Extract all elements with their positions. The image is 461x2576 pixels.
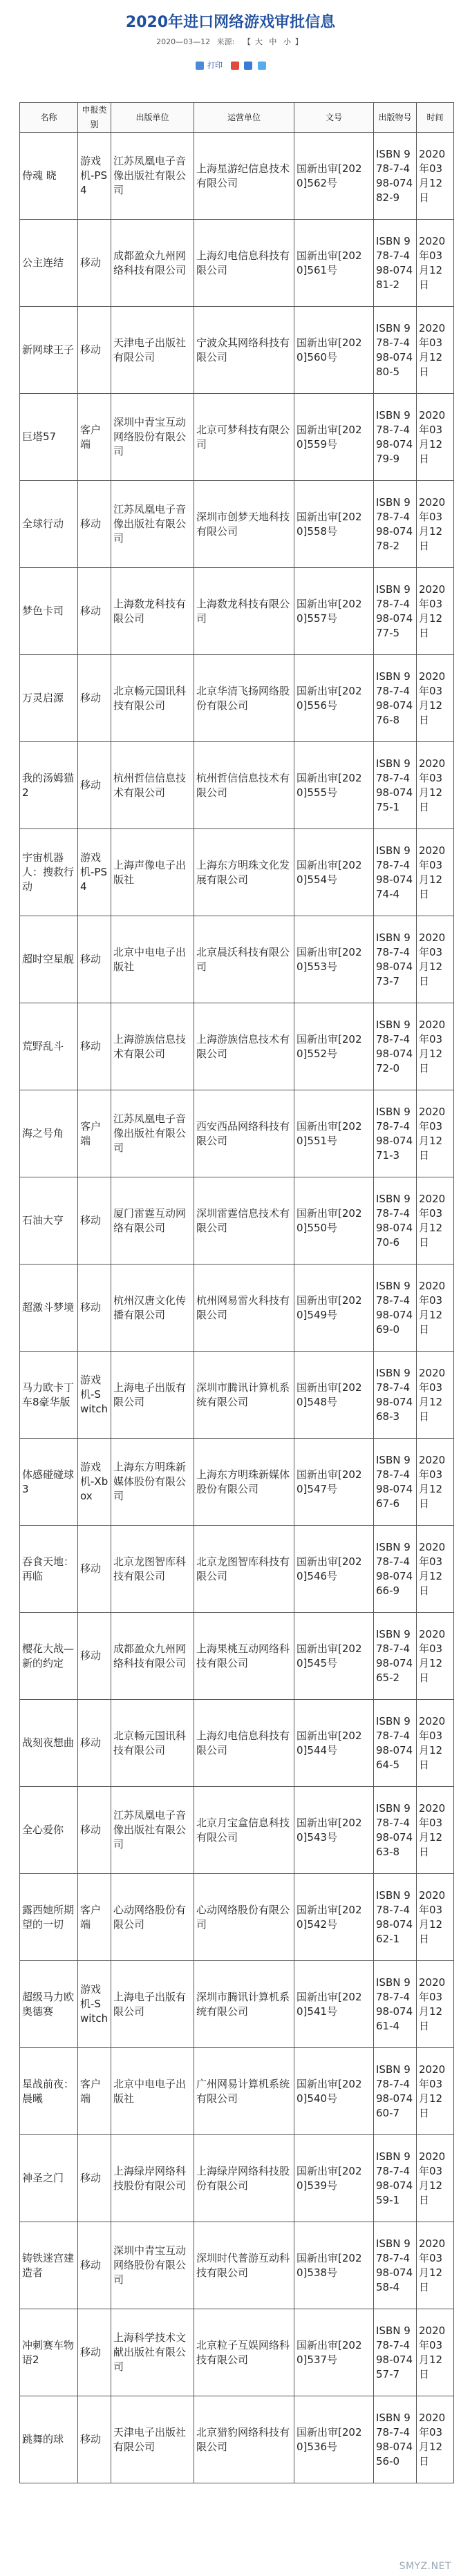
cell-publisher: 江苏凤凰电子音像出版社有限公司 — [111, 1090, 194, 1177]
cell-operator: 杭州哲信信息技术有限公司 — [194, 742, 294, 829]
cell-approval-number: 国新出审[2020]557号 — [294, 568, 374, 655]
cell-operator: 北京粒子互娱网络科技有限公司 — [194, 2309, 294, 2396]
cell-category: 移动 — [78, 655, 111, 742]
cell-isbn: ISBN 978-7-498-07477-5 — [374, 568, 417, 655]
table-row — [20, 133, 454, 220]
source-label: 来源: — [216, 37, 235, 46]
table-row — [20, 1700, 454, 1787]
font-size-bracket-open: 【 — [243, 37, 251, 46]
cell-isbn: ISBN 978-7-498-07474-4 — [374, 829, 417, 916]
cell-category: 移动 — [78, 2135, 111, 2222]
cell-isbn: ISBN 978-7-498-07466-9 — [374, 1526, 417, 1613]
cell-operator: 北京龙图智库科技有限公司 — [194, 1526, 294, 1613]
cell-operator: 上海东方明珠新媒体股份有限公司 — [194, 1439, 294, 1526]
cell-approval-number: 国新出审[2020]561号 — [294, 220, 374, 307]
cell-time: 2020年03月12日 — [417, 829, 454, 916]
cell-name: 星战前夜：晨曦 — [20, 2048, 78, 2135]
cell-isbn: ISBN 978-7-498-07465-2 — [374, 1613, 417, 1700]
cell-time: 2020年03月12日 — [417, 220, 454, 307]
cell-isbn: ISBN 978-7-498-07459-1 — [374, 2135, 417, 2222]
cell-publisher: 上海游族信息技术有限公司 — [111, 1003, 194, 1090]
cell-publisher: 厦门雷霆互动网络有限公司 — [111, 1177, 194, 1265]
cell-approval-number: 国新出审[2020]553号 — [294, 916, 374, 1003]
cell-publisher: 杭州汉唐文化传播有限公司 — [111, 1265, 194, 1352]
cell-name: 全球行动 — [20, 481, 78, 568]
cell-name: 海之号角 — [20, 1090, 78, 1177]
cell-operator: 上海星游纪信息技术有限公司 — [194, 133, 294, 220]
cell-approval-number: 国新出审[2020]539号 — [294, 2135, 374, 2222]
cell-isbn: ISBN 978-7-498-07461-4 — [374, 1961, 417, 2048]
table-row — [20, 1961, 454, 2048]
cell-time: 2020年03月12日 — [417, 307, 454, 394]
cell-approval-number: 国新出审[2020]547号 — [294, 1439, 374, 1526]
cell-approval-number: 国新出审[2020]538号 — [294, 2222, 374, 2309]
table-row — [20, 1526, 454, 1613]
table-row — [20, 2396, 454, 2483]
cell-isbn: ISBN 978-7-498-07467-6 — [374, 1439, 417, 1526]
cell-name: 体感碰碰球3 — [20, 1439, 78, 1526]
cell-publisher: 成都盈众九州网络科技有限公司 — [111, 220, 194, 307]
cell-time: 2020年03月12日 — [417, 1352, 454, 1439]
header-isbn: 出版物号 — [374, 103, 417, 133]
cell-operator: 北京猎豹网络科技有限公司 — [194, 2396, 294, 2483]
cell-operator: 心动网络股份有限公司 — [194, 1874, 294, 1961]
table-row — [20, 1003, 454, 1090]
cell-approval-number: 国新出审[2020]551号 — [294, 1090, 374, 1177]
cell-publisher: 心动网络股份有限公司 — [111, 1874, 194, 1961]
share-weibo-icon[interactable] — [231, 61, 239, 70]
cell-publisher: 江苏凤凰电子音像出版社有限公司 — [111, 481, 194, 568]
cell-approval-number: 国新出审[2020]540号 — [294, 2048, 374, 2135]
cell-time: 2020年03月12日 — [417, 1787, 454, 1874]
table-row — [20, 568, 454, 655]
cell-publisher: 上海电子出版有限公司 — [111, 1352, 194, 1439]
header-time: 时间 — [417, 103, 454, 133]
table-row — [20, 220, 454, 307]
cell-time: 2020年03月12日 — [417, 1177, 454, 1265]
cell-publisher: 北京中电电子出版社 — [111, 916, 194, 1003]
cell-publisher: 北京畅元国讯科技有限公司 — [111, 1700, 194, 1787]
cell-category: 移动 — [78, 2396, 111, 2483]
cell-category: 移动 — [78, 1177, 111, 1265]
print-icon[interactable] — [196, 61, 204, 70]
cell-operator: 广州网易计算机系统有限公司 — [194, 2048, 294, 2135]
cell-approval-number: 国新出审[2020]550号 — [294, 1177, 374, 1265]
cell-isbn: ISBN 978-7-498-07478-2 — [374, 481, 417, 568]
cell-category: 移动 — [78, 568, 111, 655]
cell-time: 2020年03月12日 — [417, 133, 454, 220]
cell-category: 移动 — [78, 2222, 111, 2309]
cell-category: 移动 — [78, 1787, 111, 1874]
cell-category: 客户端 — [78, 1874, 111, 1961]
table-row — [20, 1090, 454, 1177]
cell-isbn: ISBN 978-7-498-07469-0 — [374, 1265, 417, 1352]
cell-operator: 深圳市腾讯计算机系统有限公司 — [194, 1961, 294, 2048]
cell-operator: 杭州网易雷火科技有限公司 — [194, 1265, 294, 1352]
cell-approval-number: 国新出审[2020]549号 — [294, 1265, 374, 1352]
cell-time: 2020年03月12日 — [417, 2309, 454, 2396]
cell-time: 2020年03月12日 — [417, 394, 454, 481]
table-row — [20, 2222, 454, 2309]
table-row — [20, 1352, 454, 1439]
cell-time: 2020年03月12日 — [417, 1874, 454, 1961]
cell-isbn: ISBN 978-7-498-07480-5 — [374, 307, 417, 394]
cell-approval-number: 国新出审[2020]558号 — [294, 481, 374, 568]
cell-isbn: ISBN 978-7-498-07468-3 — [374, 1352, 417, 1439]
article-toolbar — [0, 55, 461, 76]
cell-category: 移动 — [78, 2309, 111, 2396]
cell-publisher: 杭州哲信信息技术有限公司 — [111, 742, 194, 829]
cell-name: 战刻夜想曲 — [20, 1700, 78, 1787]
table-row — [20, 1874, 454, 1961]
table-row — [20, 2135, 454, 2222]
cell-category: 移动 — [78, 1613, 111, 1700]
page-title: 2020年进口网络游戏审批信息 — [125, 14, 336, 31]
cell-isbn: ISBN 978-7-498-07456-0 — [374, 2396, 417, 2483]
cell-approval-number: 国新出审[2020]562号 — [294, 133, 374, 220]
font-size-large-link[interactable]: 大 — [254, 37, 263, 46]
cell-category: 游戏机-PS4 — [78, 133, 111, 220]
cell-publisher: 北京畅元国讯科技有限公司 — [111, 655, 194, 742]
cell-name: 马力欧卡丁车8豪华版 — [20, 1352, 78, 1439]
cell-category: 移动 — [78, 1526, 111, 1613]
cell-approval-number: 国新出审[2020]542号 — [294, 1874, 374, 1961]
cell-name: 荒野乱斗 — [20, 1003, 78, 1090]
cell-operator: 北京华清飞扬网络股份有限公司 — [194, 655, 294, 742]
publish-date: 2020—03—12 — [156, 37, 211, 46]
table-row — [20, 829, 454, 916]
cell-name: 万灵启源 — [20, 655, 78, 742]
cell-category: 移动 — [78, 1700, 111, 1787]
cell-time: 2020年03月12日 — [417, 1439, 454, 1526]
cell-approval-number: 国新出审[2020]560号 — [294, 307, 374, 394]
font-size-medium-link[interactable]: 中 — [269, 37, 277, 46]
header-approval-number: 文号 — [294, 103, 374, 133]
cell-name: 梦色卡司 — [20, 568, 78, 655]
cell-approval-number: 国新出审[2020]537号 — [294, 2309, 374, 2396]
cell-name: 樱花大战—新的约定 — [20, 1613, 78, 1700]
cell-publisher: 江苏凤凰电子音像出版社有限公司 — [111, 133, 194, 220]
table-row — [20, 394, 454, 481]
cell-approval-number: 国新出审[2020]545号 — [294, 1613, 374, 1700]
share-qzone-icon[interactable] — [244, 61, 252, 70]
cell-category: 移动 — [78, 220, 111, 307]
table-row — [20, 742, 454, 829]
cell-isbn: ISBN 978-7-498-07482-9 — [374, 133, 417, 220]
cell-approval-number: 国新出审[2020]546号 — [294, 1526, 374, 1613]
cell-operator: 宁波众其网络科技有限公司 — [194, 307, 294, 394]
cell-time: 2020年03月12日 — [417, 2222, 454, 2309]
font-size-bracket-close: 】 — [294, 37, 303, 46]
cell-category: 客户端 — [78, 394, 111, 481]
cell-publisher: 北京中电电子出版社 — [111, 2048, 194, 2135]
cell-time: 2020年03月12日 — [417, 568, 454, 655]
cell-name: 石油大亨 — [20, 1177, 78, 1265]
cell-approval-number: 国新出审[2020]536号 — [294, 2396, 374, 2483]
cell-publisher: 上海科学技术文献出版社有限公司 — [111, 2309, 194, 2396]
table-row — [20, 1177, 454, 1265]
cell-time: 2020年03月12日 — [417, 481, 454, 568]
table-row — [20, 2048, 454, 2135]
cell-operator: 深圳雷霆信息技术有限公司 — [194, 1177, 294, 1265]
cell-approval-number: 国新出审[2020]544号 — [294, 1700, 374, 1787]
cell-publisher: 上海绿岸网络科技股份有限公司 — [111, 2135, 194, 2222]
cell-publisher: 深圳中青宝互动网络股份有限公司 — [111, 2222, 194, 2309]
cell-isbn: ISBN 978-7-498-07481-2 — [374, 220, 417, 307]
cell-operator: 西安西品网络科技有限公司 — [194, 1090, 294, 1177]
cell-publisher: 江苏凤凰电子音像出版社有限公司 — [111, 1787, 194, 1874]
cell-time: 2020年03月12日 — [417, 1961, 454, 2048]
cell-category: 移动 — [78, 307, 111, 394]
cell-approval-number: 国新出审[2020]556号 — [294, 655, 374, 742]
table-row — [20, 2309, 454, 2396]
cell-name: 跳舞的球 — [20, 2396, 78, 2483]
cell-name: 巨塔57 — [20, 394, 78, 481]
cell-isbn: ISBN 978-7-498-07458-4 — [374, 2222, 417, 2309]
cell-publisher: 深圳中青宝互动网络股份有限公司 — [111, 394, 194, 481]
cell-isbn: ISBN 978-7-498-07457-7 — [374, 2309, 417, 2396]
cell-category: 游戏机-Switch — [78, 1961, 111, 2048]
cell-name: 铸铁迷宫建造者 — [20, 2222, 78, 2309]
table-row — [20, 1613, 454, 1700]
cell-isbn: ISBN 978-7-498-07475-1 — [374, 742, 417, 829]
cell-approval-number: 国新出审[2020]552号 — [294, 1003, 374, 1090]
cell-operator: 北京晨沃科技有限公司 — [194, 916, 294, 1003]
cell-name: 超级马力欧奥德赛 — [20, 1961, 78, 2048]
cell-operator: 北京月宝盒信息科技有限公司 — [194, 1787, 294, 1874]
font-size-control — [241, 37, 305, 46]
cell-operator: 上海数龙科技有限公司 — [194, 568, 294, 655]
cell-name: 我的汤姆猫2 — [20, 742, 78, 829]
cell-approval-number: 国新出审[2020]559号 — [294, 394, 374, 481]
site-watermark: SMYZ.NET — [399, 2561, 451, 2572]
cell-name: 全心爱你 — [20, 1787, 78, 1874]
cell-isbn: ISBN 978-7-498-07470-6 — [374, 1177, 417, 1265]
cell-time: 2020年03月12日 — [417, 742, 454, 829]
cell-approval-number: 国新出审[2020]548号 — [294, 1352, 374, 1439]
cell-operator: 北京可梦科技有限公司 — [194, 394, 294, 481]
cell-time: 2020年03月12日 — [417, 1003, 454, 1090]
cell-time: 2020年03月12日 — [417, 655, 454, 742]
cell-name: 宇宙机器人：搜救行动 — [20, 829, 78, 916]
cell-category: 移动 — [78, 1265, 111, 1352]
cell-operator: 上海果桃互动网络科技有限公司 — [194, 1613, 294, 1700]
header-category: 申报类别 — [78, 103, 111, 133]
cell-name: 神圣之门 — [20, 2135, 78, 2222]
cell-time: 2020年03月12日 — [417, 2135, 454, 2222]
cell-time: 2020年03月12日 — [417, 2396, 454, 2483]
cell-category: 移动 — [78, 742, 111, 829]
table-row — [20, 1787, 454, 1874]
cell-operator: 上海游族信息技术有限公司 — [194, 1003, 294, 1090]
cell-name: 超时空星舰 — [20, 916, 78, 1003]
cell-approval-number: 国新出审[2020]541号 — [294, 1961, 374, 2048]
cell-operator: 上海东方明珠文化发展有限公司 — [194, 829, 294, 916]
font-size-small-link[interactable]: 小 — [283, 37, 291, 46]
header-operator: 运营单位 — [194, 103, 294, 133]
cell-category: 游戏机-Switch — [78, 1352, 111, 1439]
cell-publisher: 上海数龙科技有限公司 — [111, 568, 194, 655]
cell-time: 2020年03月12日 — [417, 1613, 454, 1700]
cell-time: 2020年03月12日 — [417, 916, 454, 1003]
cell-category: 游戏机-Xbox — [78, 1439, 111, 1526]
cell-publisher: 天津电子出版社有限公司 — [111, 2396, 194, 2483]
table-row — [20, 916, 454, 1003]
table-row — [20, 1439, 454, 1526]
table-row — [20, 481, 454, 568]
cell-name: 公主连结 — [20, 220, 78, 307]
cell-category: 客户端 — [78, 1090, 111, 1177]
cell-isbn: ISBN 978-7-498-07473-7 — [374, 916, 417, 1003]
cell-operator: 上海幻电信息科技有限公司 — [194, 220, 294, 307]
cell-publisher: 上海声像电子出版社 — [111, 829, 194, 916]
cell-name: 冲刺赛车物语2 — [20, 2309, 78, 2396]
cell-approval-number: 国新出审[2020]554号 — [294, 829, 374, 916]
cell-category: 移动 — [78, 481, 111, 568]
cell-operator: 深圳时代普游互动科技有限公司 — [194, 2222, 294, 2309]
cell-publisher: 天津电子出版社有限公司 — [111, 307, 194, 394]
cell-name: 超激斗梦境 — [20, 1265, 78, 1352]
cell-publisher: 成都盈众九州网络科技有限公司 — [111, 1613, 194, 1700]
cell-operator: 上海幻电信息科技有限公司 — [194, 1700, 294, 1787]
cell-name: 新网球王子 — [20, 307, 78, 394]
cell-name: 吞食天地：再临 — [20, 1526, 78, 1613]
cell-publisher: 北京龙图智库科技有限公司 — [111, 1526, 194, 1613]
cell-isbn: ISBN 978-7-498-07460-7 — [374, 2048, 417, 2135]
header-name: 名称 — [20, 103, 78, 133]
share-more-icon[interactable] — [258, 61, 266, 70]
cell-approval-number: 国新出审[2020]555号 — [294, 742, 374, 829]
cell-isbn: ISBN 978-7-498-07472-0 — [374, 1003, 417, 1090]
header-publisher: 出版单位 — [111, 103, 194, 133]
cell-isbn: ISBN 978-7-498-07479-9 — [374, 394, 417, 481]
cell-category: 客户端 — [78, 2048, 111, 2135]
cell-isbn: ISBN 978-7-498-07463-8 — [374, 1787, 417, 1874]
table-header-row — [20, 103, 454, 133]
table-row — [20, 307, 454, 394]
cell-time: 2020年03月12日 — [417, 1700, 454, 1787]
cell-approval-number: 国新出审[2020]543号 — [294, 1787, 374, 1874]
table-row — [20, 655, 454, 742]
cell-time: 2020年03月12日 — [417, 1526, 454, 1613]
cell-category: 移动 — [78, 1003, 111, 1090]
cell-isbn: ISBN 978-7-498-07464-5 — [374, 1700, 417, 1787]
approval-table — [19, 102, 454, 2483]
article-meta — [0, 35, 461, 50]
cell-isbn: ISBN 978-7-498-07462-1 — [374, 1874, 417, 1961]
cell-name: 侍魂 晓 — [20, 133, 78, 220]
table-row — [20, 1265, 454, 1352]
cell-time: 2020年03月12日 — [417, 1265, 454, 1352]
cell-time: 2020年03月12日 — [417, 1090, 454, 1177]
cell-isbn: ISBN 978-7-498-07471-3 — [374, 1090, 417, 1177]
cell-isbn: ISBN 978-7-498-07476-8 — [374, 655, 417, 742]
cell-operator: 深圳市创梦天地科技有限公司 — [194, 481, 294, 568]
cell-name: 露西她所期望的一切 — [20, 1874, 78, 1961]
print-link[interactable]: 打印 — [207, 61, 223, 70]
cell-publisher: 上海电子出版有限公司 — [111, 1961, 194, 2048]
cell-operator: 上海绿岸网络科技股份有限公司 — [194, 2135, 294, 2222]
cell-publisher: 上海东方明珠新媒体股份有限公司 — [111, 1439, 194, 1526]
cell-time: 2020年03月12日 — [417, 2048, 454, 2135]
cell-category: 游戏机-PS4 — [78, 829, 111, 916]
table-body — [20, 133, 454, 2483]
cell-category: 移动 — [78, 916, 111, 1003]
cell-operator: 深圳市腾讯计算机系统有限公司 — [194, 1352, 294, 1439]
